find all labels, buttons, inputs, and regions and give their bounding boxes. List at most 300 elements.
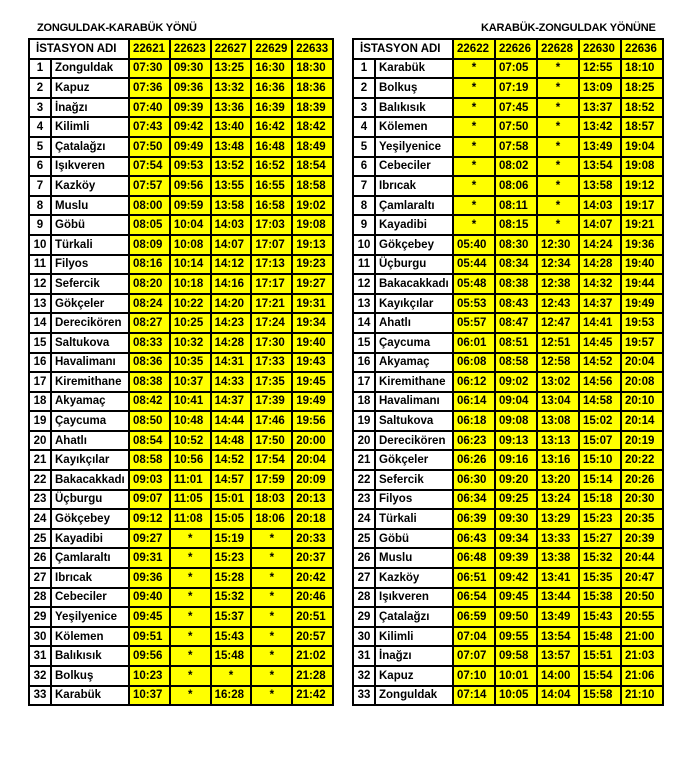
departure-time: 19:44 bbox=[621, 274, 663, 294]
departure-time: 09:56 bbox=[129, 646, 170, 666]
departure-time: 19:08 bbox=[621, 157, 663, 177]
station-name: Ahatlı bbox=[51, 431, 129, 451]
departure-time: 15:37 bbox=[211, 607, 252, 627]
station-name: Havalimanı bbox=[375, 392, 453, 412]
table-row bbox=[353, 627, 663, 647]
no-stop-marker: * bbox=[251, 666, 292, 686]
station-number: 31 bbox=[353, 646, 375, 666]
station-number: 6 bbox=[353, 157, 375, 177]
departure-time: 10:25 bbox=[170, 313, 211, 333]
departure-time: 19:23 bbox=[292, 255, 333, 275]
station-number: 7 bbox=[353, 176, 375, 196]
departure-time: 06:39 bbox=[453, 509, 495, 529]
table-row bbox=[353, 529, 663, 549]
table-row bbox=[29, 470, 333, 490]
station-name: Balıkısık bbox=[375, 98, 453, 118]
departure-time: 05:48 bbox=[453, 274, 495, 294]
departure-time: 19:08 bbox=[292, 215, 333, 235]
station-name: Akyamaç bbox=[375, 353, 453, 373]
station-number: 14 bbox=[29, 313, 51, 333]
departure-time: 17:46 bbox=[251, 411, 292, 431]
station-number: 1 bbox=[29, 59, 51, 79]
station-number: 25 bbox=[353, 529, 375, 549]
departure-time: 08:50 bbox=[129, 411, 170, 431]
departure-time: 10:35 bbox=[170, 353, 211, 373]
departure-time: 08:58 bbox=[129, 450, 170, 470]
table-row bbox=[353, 646, 663, 666]
table-row bbox=[353, 686, 663, 706]
departure-time: 15:05 bbox=[211, 509, 252, 529]
departure-time: 18:39 bbox=[292, 98, 333, 118]
departure-time: 10:14 bbox=[170, 255, 211, 275]
departure-time: 12:55 bbox=[579, 59, 621, 79]
station-number: 1 bbox=[353, 59, 375, 79]
departure-time: 15:28 bbox=[211, 568, 252, 588]
departure-time: 09:30 bbox=[495, 509, 537, 529]
table-row bbox=[353, 509, 663, 529]
departure-time: 14:52 bbox=[211, 450, 252, 470]
departure-time: 13:49 bbox=[579, 137, 621, 157]
no-stop-marker: * bbox=[251, 686, 292, 706]
departure-time: 07:50 bbox=[129, 137, 170, 157]
station-name: Cebeciler bbox=[51, 588, 129, 608]
station-number: 20 bbox=[353, 431, 375, 451]
station-number: 32 bbox=[353, 666, 375, 686]
departure-time: 21:03 bbox=[621, 646, 663, 666]
station-number: 21 bbox=[29, 450, 51, 470]
zonguldak-karabuk-timetable bbox=[28, 38, 334, 706]
departure-time: 07:14 bbox=[453, 686, 495, 706]
departure-time: 08:02 bbox=[495, 157, 537, 177]
station-number: 10 bbox=[353, 235, 375, 255]
departure-time: 13:08 bbox=[537, 411, 579, 431]
station-number: 16 bbox=[353, 353, 375, 373]
station-name: Gökçeler bbox=[375, 450, 453, 470]
table-row bbox=[29, 78, 333, 98]
station-number: 18 bbox=[29, 392, 51, 412]
station-name: Kiremithane bbox=[51, 372, 129, 392]
station-name: Kapuz bbox=[51, 78, 129, 98]
departure-time: 15:10 bbox=[579, 450, 621, 470]
departure-time: 07:19 bbox=[495, 78, 537, 98]
train-number-header: 22626 bbox=[495, 39, 537, 59]
departure-time: 19:02 bbox=[292, 196, 333, 216]
departure-time: 17:35 bbox=[251, 372, 292, 392]
departure-time: 08:42 bbox=[129, 392, 170, 412]
departure-time: 10:04 bbox=[170, 215, 211, 235]
departure-time: 15:54 bbox=[579, 666, 621, 686]
no-stop-marker: * bbox=[537, 117, 579, 137]
departure-time: 09:53 bbox=[170, 157, 211, 177]
departure-time: 20:13 bbox=[292, 490, 333, 510]
no-stop-marker: * bbox=[251, 568, 292, 588]
departure-time: 09:59 bbox=[170, 196, 211, 216]
station-name: Kilimli bbox=[375, 627, 453, 647]
departure-time: 09:30 bbox=[170, 59, 211, 79]
table-row bbox=[29, 137, 333, 157]
table-row bbox=[353, 157, 663, 177]
departure-time: 10:23 bbox=[129, 666, 170, 686]
no-stop-marker: * bbox=[170, 646, 211, 666]
table-row bbox=[29, 529, 333, 549]
departure-time: 19:36 bbox=[621, 235, 663, 255]
no-stop-marker: * bbox=[170, 588, 211, 608]
departure-time: 16:42 bbox=[251, 117, 292, 137]
departure-time: 09:50 bbox=[495, 607, 537, 627]
departure-time: 16:58 bbox=[251, 196, 292, 216]
departure-time: 08:38 bbox=[129, 372, 170, 392]
departure-time: 19:04 bbox=[621, 137, 663, 157]
station-name: Göbü bbox=[375, 529, 453, 549]
departure-time: 19:27 bbox=[292, 274, 333, 294]
departure-time: 10:32 bbox=[170, 333, 211, 353]
table-row bbox=[29, 235, 333, 255]
departure-time: 18:49 bbox=[292, 137, 333, 157]
table-row bbox=[29, 548, 333, 568]
no-stop-marker: * bbox=[453, 98, 495, 118]
station-number: 9 bbox=[353, 215, 375, 235]
station-number: 30 bbox=[353, 627, 375, 647]
departure-time: 21:42 bbox=[292, 686, 333, 706]
departure-time: 08:36 bbox=[129, 353, 170, 373]
train-number-header: 22630 bbox=[579, 39, 621, 59]
station-name: Göbü bbox=[51, 215, 129, 235]
departure-time: 07:04 bbox=[453, 627, 495, 647]
no-stop-marker: * bbox=[170, 607, 211, 627]
departure-time: 20:14 bbox=[621, 411, 663, 431]
train-number-header: 22621 bbox=[129, 39, 170, 59]
departure-time: 15:58 bbox=[579, 686, 621, 706]
departure-time: 08:51 bbox=[495, 333, 537, 353]
departure-time: 16:55 bbox=[251, 176, 292, 196]
no-stop-marker: * bbox=[251, 588, 292, 608]
station-number: 27 bbox=[353, 568, 375, 588]
table-row bbox=[29, 294, 333, 314]
station-number: 8 bbox=[29, 196, 51, 216]
no-stop-marker: * bbox=[170, 548, 211, 568]
table-row bbox=[353, 568, 663, 588]
station-name: Bolkuş bbox=[51, 666, 129, 686]
departure-time: 07:40 bbox=[129, 98, 170, 118]
departure-time: 13:38 bbox=[537, 548, 579, 568]
departure-time: 12:38 bbox=[537, 274, 579, 294]
table-row bbox=[29, 333, 333, 353]
departure-time: 20:46 bbox=[292, 588, 333, 608]
departure-time: 13:16 bbox=[537, 450, 579, 470]
departure-time: 20:00 bbox=[292, 431, 333, 451]
no-stop-marker: * bbox=[170, 666, 211, 686]
departure-time: 17:50 bbox=[251, 431, 292, 451]
station-name: Muslu bbox=[51, 196, 129, 216]
departure-time: 05:57 bbox=[453, 313, 495, 333]
departure-time: 13:37 bbox=[579, 98, 621, 118]
departure-time: 12:47 bbox=[537, 313, 579, 333]
table-row bbox=[353, 588, 663, 608]
station-name: Kilimli bbox=[51, 117, 129, 137]
departure-time: 19:49 bbox=[621, 294, 663, 314]
station-number: 9 bbox=[29, 215, 51, 235]
departure-time: 08:24 bbox=[129, 294, 170, 314]
station-name: Kazköy bbox=[51, 176, 129, 196]
departure-time: 19:49 bbox=[292, 392, 333, 412]
no-stop-marker: * bbox=[170, 627, 211, 647]
departure-time: 09:45 bbox=[129, 607, 170, 627]
train-number-header: 22636 bbox=[621, 39, 663, 59]
no-stop-marker: * bbox=[251, 607, 292, 627]
table-row bbox=[353, 274, 663, 294]
departure-time: 06:18 bbox=[453, 411, 495, 431]
departure-time: 08:06 bbox=[495, 176, 537, 196]
departure-time: 14:28 bbox=[579, 255, 621, 275]
station-name: Yeşilyenice bbox=[375, 137, 453, 157]
departure-time: 14:58 bbox=[579, 392, 621, 412]
departure-time: 13:33 bbox=[537, 529, 579, 549]
departure-time: 14:23 bbox=[211, 313, 252, 333]
station-name: Havalimanı bbox=[51, 353, 129, 373]
departure-time: 13:25 bbox=[211, 59, 252, 79]
station-number: 5 bbox=[353, 137, 375, 157]
departure-time: 17:30 bbox=[251, 333, 292, 353]
departure-time: 16:36 bbox=[251, 78, 292, 98]
departure-time: 09:16 bbox=[495, 450, 537, 470]
station-number: 19 bbox=[29, 411, 51, 431]
no-stop-marker: * bbox=[453, 59, 495, 79]
table-row bbox=[353, 78, 663, 98]
departure-time: 19:31 bbox=[292, 294, 333, 314]
no-stop-marker: * bbox=[251, 529, 292, 549]
station-number: 13 bbox=[353, 294, 375, 314]
no-stop-marker: * bbox=[251, 548, 292, 568]
station-number: 2 bbox=[29, 78, 51, 98]
departure-time: 09:27 bbox=[129, 529, 170, 549]
departure-time: 09:08 bbox=[495, 411, 537, 431]
train-number-header: 22627 bbox=[211, 39, 252, 59]
station-number: 31 bbox=[29, 646, 51, 666]
table-row bbox=[353, 294, 663, 314]
station-name: İnağzı bbox=[51, 98, 129, 118]
table-row bbox=[353, 372, 663, 392]
station-number: 4 bbox=[29, 117, 51, 137]
departure-time: 06:26 bbox=[453, 450, 495, 470]
departure-time: 11:05 bbox=[170, 490, 211, 510]
table-row bbox=[353, 333, 663, 353]
departure-time: 13:24 bbox=[537, 490, 579, 510]
station-name: Bakacakkadı bbox=[51, 470, 129, 490]
departure-time: 15:32 bbox=[579, 548, 621, 568]
departure-time: 09:34 bbox=[495, 529, 537, 549]
station-name: Derecikören bbox=[375, 431, 453, 451]
train-number-header: 22633 bbox=[292, 39, 333, 59]
table-row bbox=[353, 137, 663, 157]
departure-time: 18:52 bbox=[621, 98, 663, 118]
departure-time: 18:54 bbox=[292, 157, 333, 177]
departure-time: 20:22 bbox=[621, 450, 663, 470]
table-row bbox=[353, 353, 663, 373]
departure-time: 10:08 bbox=[170, 235, 211, 255]
departure-time: 14:24 bbox=[579, 235, 621, 255]
departure-time: 20:50 bbox=[621, 588, 663, 608]
station-number: 29 bbox=[29, 607, 51, 627]
departure-time: 20:47 bbox=[621, 568, 663, 588]
departure-time: 08:15 bbox=[495, 215, 537, 235]
departure-time: 14:07 bbox=[579, 215, 621, 235]
table-row bbox=[29, 215, 333, 235]
station-name: Kayıkçılar bbox=[375, 294, 453, 314]
departure-time: 18:36 bbox=[292, 78, 333, 98]
station-number: 32 bbox=[29, 666, 51, 686]
departure-time: 08:27 bbox=[129, 313, 170, 333]
departure-time: 18:06 bbox=[251, 509, 292, 529]
station-number: 22 bbox=[29, 470, 51, 490]
departure-time: 09:03 bbox=[129, 470, 170, 490]
departure-time: 15:01 bbox=[211, 490, 252, 510]
station-number: 27 bbox=[29, 568, 51, 588]
departure-time: 18:25 bbox=[621, 78, 663, 98]
no-stop-marker: * bbox=[170, 686, 211, 706]
departure-time: 13:52 bbox=[211, 157, 252, 177]
table-row bbox=[29, 568, 333, 588]
departure-time: 19:40 bbox=[621, 255, 663, 275]
departure-time: 17:03 bbox=[251, 215, 292, 235]
departure-time: 08:47 bbox=[495, 313, 537, 333]
departure-time: 06:23 bbox=[453, 431, 495, 451]
no-stop-marker: * bbox=[453, 117, 495, 137]
departure-time: 16:48 bbox=[251, 137, 292, 157]
departure-time: 07:05 bbox=[495, 59, 537, 79]
station-number: 24 bbox=[29, 509, 51, 529]
table-row bbox=[29, 255, 333, 275]
station-name: Gökçeler bbox=[51, 294, 129, 314]
departure-time: 07:45 bbox=[495, 98, 537, 118]
departure-time: 15:19 bbox=[211, 529, 252, 549]
departure-time: 05:53 bbox=[453, 294, 495, 314]
departure-time: 21:10 bbox=[621, 686, 663, 706]
station-number: 30 bbox=[29, 627, 51, 647]
departure-time: 08:16 bbox=[129, 255, 170, 275]
station-name: Çamlaraltı bbox=[51, 548, 129, 568]
departure-time: 10:52 bbox=[170, 431, 211, 451]
station-number: 12 bbox=[29, 274, 51, 294]
departure-time: 06:34 bbox=[453, 490, 495, 510]
departure-time: 17:13 bbox=[251, 255, 292, 275]
no-stop-marker: * bbox=[537, 98, 579, 118]
departure-time: 13:58 bbox=[579, 176, 621, 196]
departure-time: 06:59 bbox=[453, 607, 495, 627]
departure-time: 09:20 bbox=[495, 470, 537, 490]
departure-time: 18:58 bbox=[292, 176, 333, 196]
departure-time: 20:39 bbox=[621, 529, 663, 549]
departure-time: 20:37 bbox=[292, 548, 333, 568]
station-number: 21 bbox=[353, 450, 375, 470]
station-number: 33 bbox=[353, 686, 375, 706]
train-number-header: 22629 bbox=[251, 39, 292, 59]
departure-time: 14:52 bbox=[579, 353, 621, 373]
station-number: 11 bbox=[353, 255, 375, 275]
table-row bbox=[29, 353, 333, 373]
no-stop-marker: * bbox=[537, 215, 579, 235]
departure-time: 13:29 bbox=[537, 509, 579, 529]
departure-time: 14:37 bbox=[211, 392, 252, 412]
departure-time: 20:04 bbox=[292, 450, 333, 470]
no-stop-marker: * bbox=[211, 666, 252, 686]
departure-time: 12:58 bbox=[537, 353, 579, 373]
table-row bbox=[29, 196, 333, 216]
departure-time: 13:09 bbox=[579, 78, 621, 98]
departure-time: 08:33 bbox=[129, 333, 170, 353]
station-name: Çamlaraltı bbox=[375, 196, 453, 216]
station-name: Kiremithane bbox=[375, 372, 453, 392]
departure-time: 14:45 bbox=[579, 333, 621, 353]
station-name: Yeşilyenice bbox=[51, 607, 129, 627]
departure-time: 13:44 bbox=[537, 588, 579, 608]
table-row bbox=[353, 59, 663, 79]
departure-time: 14:20 bbox=[211, 294, 252, 314]
departure-time: 20:51 bbox=[292, 607, 333, 627]
station-name: Çatalağzı bbox=[375, 607, 453, 627]
table-row bbox=[353, 176, 663, 196]
station-name: Karabük bbox=[51, 686, 129, 706]
departure-time: 15:32 bbox=[211, 588, 252, 608]
departure-time: 10:37 bbox=[129, 686, 170, 706]
departure-time: 13:41 bbox=[537, 568, 579, 588]
station-number: 5 bbox=[29, 137, 51, 157]
departure-time: 20:44 bbox=[621, 548, 663, 568]
departure-time: 08:05 bbox=[129, 215, 170, 235]
departure-time: 13:49 bbox=[537, 607, 579, 627]
table-row bbox=[29, 607, 333, 627]
departure-time: 08:20 bbox=[129, 274, 170, 294]
right-table-title: KARABÜK-ZONGULDAK YÖNÜNE bbox=[481, 22, 656, 34]
station-name: Ahatlı bbox=[375, 313, 453, 333]
departure-time: 13:54 bbox=[579, 157, 621, 177]
departure-time: 09:58 bbox=[495, 646, 537, 666]
departure-time: 17:07 bbox=[251, 235, 292, 255]
station-number: 14 bbox=[353, 313, 375, 333]
departure-time: 10:18 bbox=[170, 274, 211, 294]
table-row bbox=[353, 548, 663, 568]
station-name: Bolkuş bbox=[375, 78, 453, 98]
departure-time: 20:55 bbox=[621, 607, 663, 627]
station-name: Karabük bbox=[375, 59, 453, 79]
departure-time: 20:30 bbox=[621, 490, 663, 510]
station-number: 18 bbox=[353, 392, 375, 412]
departure-time: 05:44 bbox=[453, 255, 495, 275]
departure-time: 08:34 bbox=[495, 255, 537, 275]
departure-time: 14:12 bbox=[211, 255, 252, 275]
departure-time: 09:04 bbox=[495, 392, 537, 412]
table-row bbox=[29, 59, 333, 79]
departure-time: 15:38 bbox=[579, 588, 621, 608]
departure-time: 10:41 bbox=[170, 392, 211, 412]
no-stop-marker: * bbox=[453, 196, 495, 216]
station-name-header: İSTASYON ADI bbox=[353, 39, 453, 59]
station-name: Derecikören bbox=[51, 313, 129, 333]
departure-time: 14:57 bbox=[211, 470, 252, 490]
right-table-body bbox=[353, 59, 663, 706]
departure-time: 13:54 bbox=[537, 627, 579, 647]
station-name: Sefercik bbox=[375, 470, 453, 490]
table-row bbox=[29, 117, 333, 137]
departure-time: 09:02 bbox=[495, 372, 537, 392]
station-number: 26 bbox=[29, 548, 51, 568]
station-name: Kayıkçılar bbox=[51, 450, 129, 470]
departure-time: 18:30 bbox=[292, 59, 333, 79]
departure-time: 09:56 bbox=[170, 176, 211, 196]
departure-time: 08:58 bbox=[495, 353, 537, 373]
departure-time: 15:51 bbox=[579, 646, 621, 666]
departure-time: 19:43 bbox=[292, 353, 333, 373]
station-name: Çaycuma bbox=[375, 333, 453, 353]
